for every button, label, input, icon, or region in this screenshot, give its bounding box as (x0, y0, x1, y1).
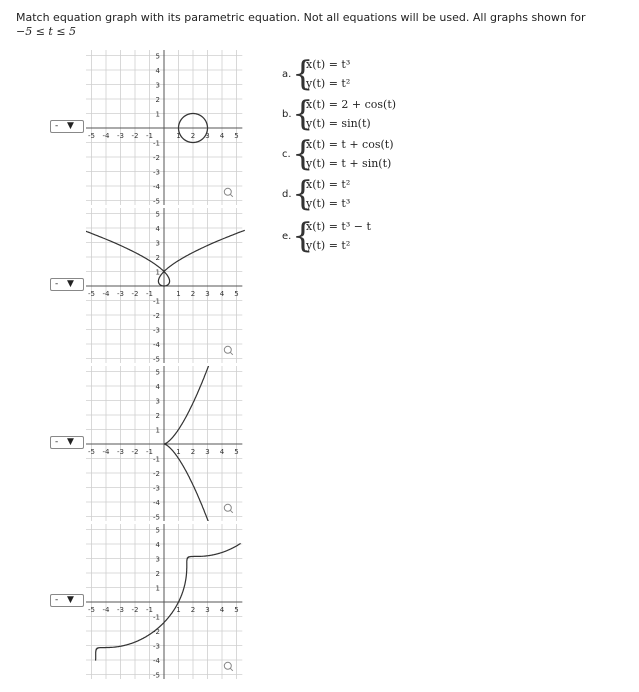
x-tick-label: 1 (176, 132, 181, 140)
option-y-equation: y(t) = t² (306, 239, 351, 252)
x-tick-label: -5 (88, 132, 95, 140)
x-tick-label: -4 (102, 290, 110, 298)
y-tick-label: -4 (153, 499, 160, 507)
zoom-icon[interactable] (224, 188, 233, 197)
x-tick-label: 5 (234, 290, 239, 298)
chevron-down-icon: ▼ (67, 595, 74, 605)
y-tick-label: 2 (155, 570, 160, 578)
y-tick-label: 3 (155, 397, 160, 406)
answer-select-2[interactable] (50, 278, 84, 291)
y-tick-label: 2 (155, 412, 160, 420)
y-tick-label: -5 (153, 197, 160, 205)
brace-icon: { (292, 174, 314, 214)
option-y-equation: y(t) = t + sin(t) (306, 157, 392, 170)
y-tick-label: 5 (155, 368, 160, 377)
y-tick-label: -1 (153, 297, 160, 306)
y-tick-label: 1 (155, 268, 160, 277)
y-tick-label: 3 (155, 555, 160, 564)
x-tick-label: -1 (146, 132, 153, 140)
x-tick-label: -2 (131, 606, 139, 614)
chevron-down-icon: ▼ (67, 437, 74, 447)
graph-panel-2 (0, 208, 260, 363)
x-tick-label: 1 (176, 606, 181, 614)
x-tick-label: -1 (146, 290, 153, 298)
graph-1 (86, 50, 246, 205)
y-tick-label: 4 (155, 225, 160, 233)
option-letter: c. (282, 149, 291, 160)
y-tick-label: -1 (153, 455, 160, 464)
y-tick-label: 5 (155, 210, 160, 219)
x-tick-label: 4 (219, 606, 225, 614)
y-tick-label: -4 (153, 183, 160, 191)
x-tick-label: 2 (190, 606, 196, 614)
x-tick-label: -3 (117, 290, 124, 298)
x-tick-label: -5 (88, 290, 95, 298)
zoom-icon[interactable] (224, 662, 233, 671)
x-tick-label: 2 (190, 448, 196, 456)
option-x-equation: x(t) = t + cos(t) (306, 138, 394, 151)
x-tick-label: -3 (117, 606, 124, 614)
x-tick-label: 3 (205, 290, 210, 298)
y-tick-label: -3 (153, 642, 160, 651)
brace-icon: { (292, 134, 314, 174)
x-tick-label: -2 (131, 132, 139, 140)
x-tick-label: -1 (146, 606, 153, 614)
x-tick-label: -4 (102, 132, 110, 140)
y-tick-label: 4 (155, 541, 160, 549)
x-tick-label: 1 (176, 448, 181, 456)
y-tick-label: -1 (153, 613, 160, 622)
y-tick-label: -4 (153, 341, 160, 349)
y-tick-label: -1 (153, 139, 160, 148)
prompt-text: Match equation graph with its parametric equation. Not all equations will be used. All graphs shown for (16, 11, 586, 24)
x-tick-label: 2 (190, 290, 196, 298)
x-tick-label: -5 (88, 448, 95, 456)
x-tick-label: 1 (176, 290, 181, 298)
option-letter: e. (282, 231, 292, 242)
x-tick-label: 4 (219, 132, 225, 140)
select-value: - (55, 437, 59, 447)
y-tick-label: 5 (155, 52, 160, 61)
brace-icon: { (292, 54, 314, 94)
select-value: - (55, 121, 59, 131)
y-tick-label: 1 (155, 110, 160, 119)
x-tick-label: 5 (234, 606, 239, 614)
select-value: - (55, 279, 59, 289)
y-tick-label: -3 (153, 326, 160, 335)
x-tick-label: 2 (190, 132, 196, 140)
y-tick-label: -3 (153, 484, 160, 493)
zoom-icon[interactable] (224, 504, 233, 513)
x-tick-label: 3 (205, 448, 210, 456)
x-tick-label: -4 (102, 606, 110, 614)
question-prompt (16, 11, 626, 39)
y-tick-label: -5 (153, 355, 160, 363)
y-tick-label: 1 (155, 426, 160, 435)
graph-4 (86, 524, 246, 679)
graph-panel-4 (0, 524, 260, 679)
option-letter: a. (282, 69, 292, 80)
option-x-equation: x(t) = t³ (306, 58, 351, 71)
x-tick-label: -3 (117, 132, 124, 140)
answer-select-3[interactable] (50, 436, 84, 449)
x-tick-label: -2 (131, 448, 139, 456)
x-tick-label: 4 (219, 290, 225, 298)
answer-select-4[interactable] (50, 594, 84, 607)
y-tick-label: 4 (155, 383, 160, 391)
answer-select-1[interactable] (50, 120, 84, 133)
chevron-down-icon: ▼ (67, 279, 74, 289)
y-tick-label: 3 (155, 239, 160, 248)
prompt-domain: −5 ≤ t ≤ 5 (16, 25, 77, 38)
zoom-icon[interactable] (224, 346, 233, 355)
option-x-equation: x(t) = t³ − t (306, 220, 371, 233)
y-tick-label: -5 (153, 513, 160, 521)
x-tick-label: 4 (219, 448, 225, 456)
y-tick-label: 2 (155, 96, 160, 104)
option-y-equation: y(t) = sin(t) (306, 117, 371, 130)
y-tick-label: -2 (153, 154, 160, 162)
y-tick-label: 5 (155, 526, 160, 535)
x-tick-label: 5 (234, 132, 239, 140)
x-tick-label: -2 (131, 290, 139, 298)
option-letter: b. (282, 109, 292, 120)
brace-icon: { (292, 94, 314, 134)
x-tick-label: -5 (88, 606, 95, 614)
y-tick-label: 4 (155, 67, 160, 75)
y-tick-label: -3 (153, 168, 160, 177)
option-y-equation: y(t) = t² (306, 77, 351, 90)
y-tick-label: -5 (153, 671, 160, 679)
graph-2 (86, 208, 246, 363)
x-tick-label: 5 (234, 448, 239, 456)
option-letter: d. (282, 189, 292, 200)
x-tick-label: -4 (102, 448, 110, 456)
graph-3 (86, 366, 246, 521)
select-value: - (55, 595, 59, 605)
option-x-equation: x(t) = t² (306, 178, 351, 191)
graph-panel-1 (0, 50, 260, 205)
y-tick-label: -2 (153, 312, 160, 320)
y-tick-label: -2 (153, 470, 160, 478)
y-tick-label: 2 (155, 254, 160, 262)
y-tick-label: -2 (153, 628, 160, 636)
x-tick-label: -3 (117, 448, 124, 456)
y-tick-label: 3 (155, 81, 160, 90)
graph-panel-3 (0, 366, 260, 521)
x-tick-label: 3 (205, 606, 210, 614)
y-tick-label: -4 (153, 657, 160, 665)
brace-icon: { (292, 216, 314, 256)
x-tick-label: -1 (146, 448, 153, 456)
x-tick-label: 3 (205, 132, 210, 140)
chevron-down-icon: ▼ (67, 121, 74, 131)
option-y-equation: y(t) = t³ (306, 197, 351, 210)
curve (86, 230, 245, 286)
option-x-equation: x(t) = 2 + cos(t) (306, 98, 397, 111)
y-tick-label: 1 (155, 584, 160, 593)
